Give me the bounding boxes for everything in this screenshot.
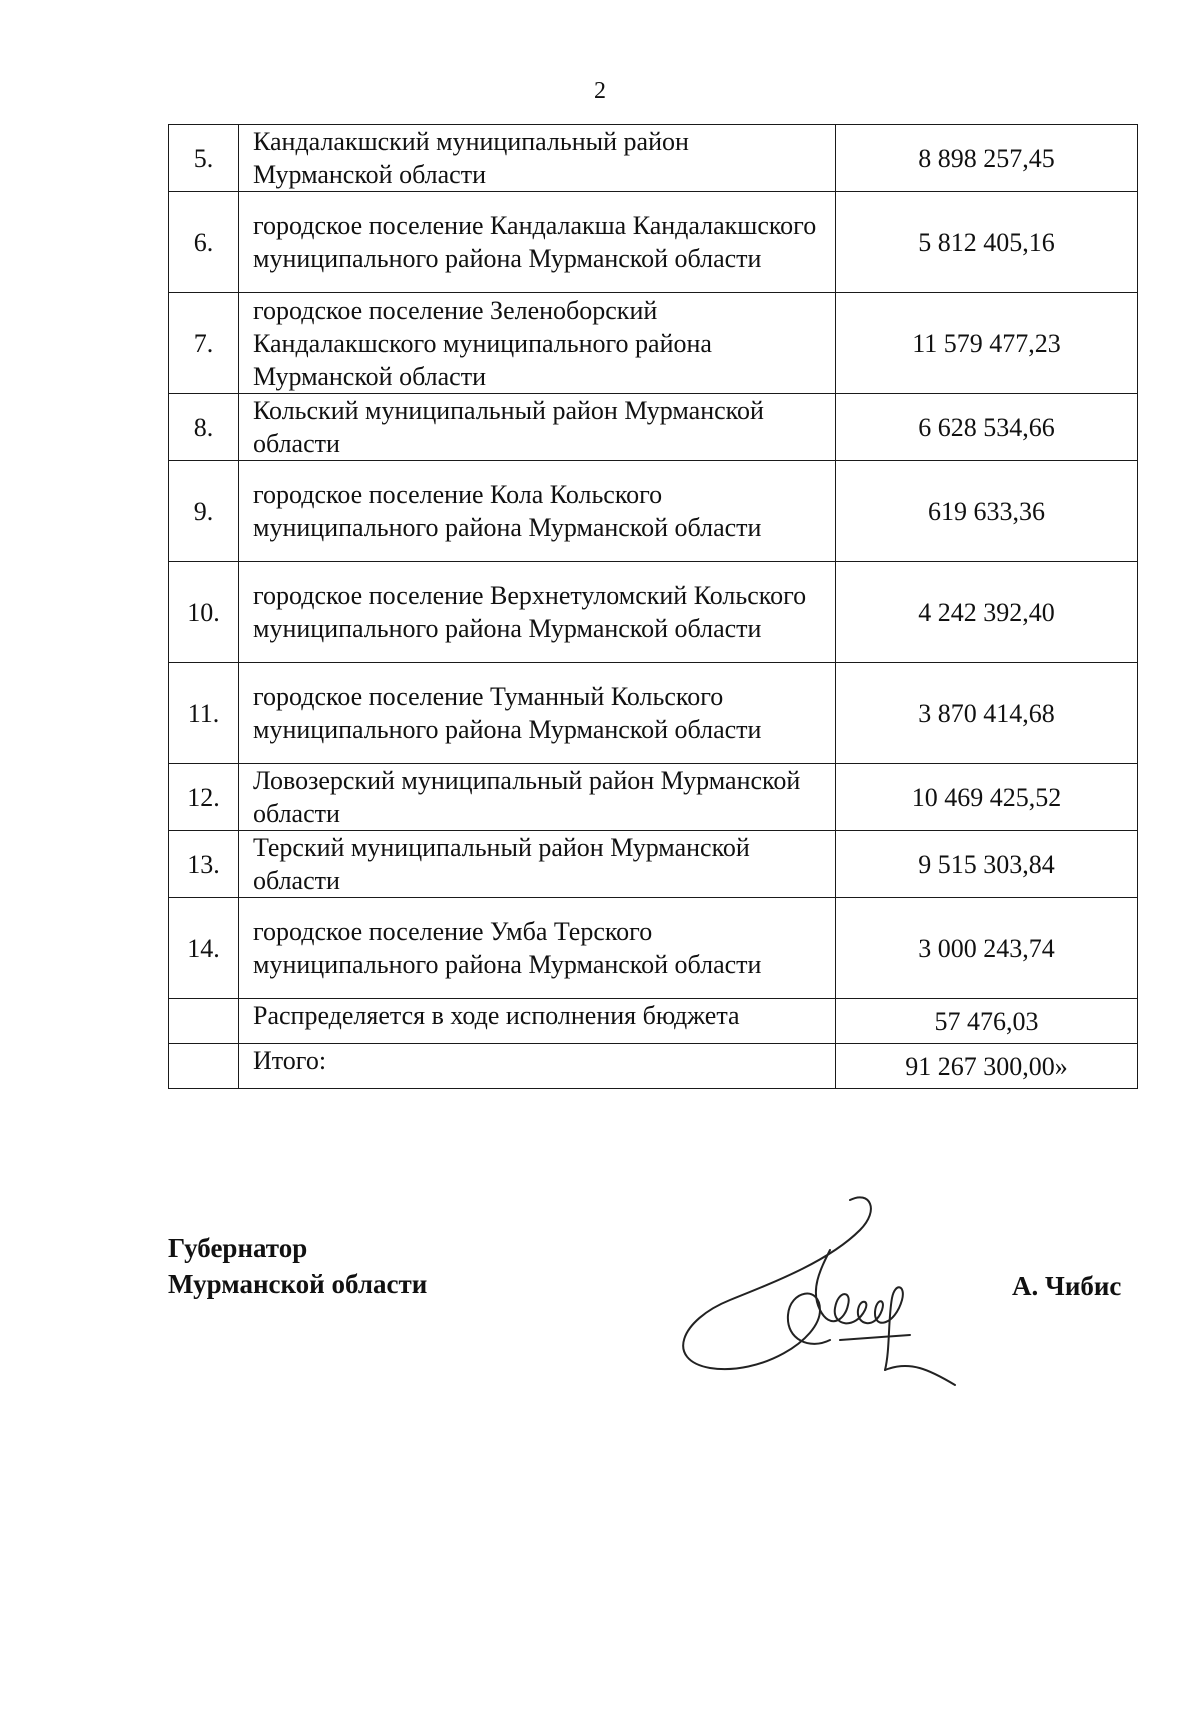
total-label: Итого:: [239, 1044, 836, 1089]
municipality-name: городское поселение Кола Кольского муниципального района Мурманской области: [239, 461, 836, 562]
table-row: [169, 663, 1138, 764]
municipality-name: Кандалакшский муниципальный район Мурманской области: [239, 125, 836, 192]
row-number: 10.: [169, 562, 239, 663]
municipality-name: городское поселение Туманный Кольского муниципального района Мурманской области: [239, 663, 836, 764]
amount-value: 9 515 303,84: [836, 831, 1138, 898]
row-number: 5.: [169, 125, 239, 192]
row-number: 6.: [169, 192, 239, 293]
row-number: [169, 999, 239, 1044]
municipality-name: Терский муниципальный район Мурманской области: [239, 831, 836, 898]
municipality-name: Кольский муниципальный район Мурманской области: [239, 394, 836, 461]
table-row: [169, 562, 1138, 663]
amount-value: 4 242 392,40: [836, 562, 1138, 663]
amount-value: 3 000 243,74: [836, 898, 1138, 999]
table-row: [169, 831, 1138, 898]
amount-value: 8 898 257,45: [836, 125, 1138, 192]
municipality-name: городское поселение Верхнетуломский Кольского муниципального района Мурманской области: [239, 562, 836, 663]
amount-value: 10 469 425,52: [836, 764, 1138, 831]
municipality-name: Ловозерский муниципальный район Мурманской области: [239, 764, 836, 831]
table-row: [169, 394, 1138, 461]
amount-value: 57 476,03: [836, 999, 1138, 1044]
amount-value: 6 628 534,66: [836, 394, 1138, 461]
table-row: [169, 898, 1138, 999]
row-number: [169, 1044, 239, 1089]
table-row: [169, 192, 1138, 293]
table-row: [169, 125, 1138, 192]
amount-value: 11 579 477,23: [836, 293, 1138, 394]
handwritten-signature: [670, 1190, 960, 1390]
row-number: 13.: [169, 831, 239, 898]
row-number: 14.: [169, 898, 239, 999]
row-number: 7.: [169, 293, 239, 394]
signer-name: А. Чибис: [1012, 1271, 1122, 1301]
allocation-table: [168, 124, 1138, 1089]
signatory-title-line1: Губернатор: [168, 1233, 308, 1263]
total-amount: 91 267 300,00»: [836, 1044, 1138, 1089]
signatory-title-line2: Мурманской области: [168, 1269, 428, 1299]
row-number: 11.: [169, 663, 239, 764]
table-row: [169, 461, 1138, 562]
amount-value: 619 633,36: [836, 461, 1138, 562]
municipality-name: городское поселение Зеленоборский Кандалакшского муниципального района Мурманской области: [239, 293, 836, 394]
page-number: 2: [594, 78, 606, 104]
row-number: 12.: [169, 764, 239, 831]
amount-value: 3 870 414,68: [836, 663, 1138, 764]
total-row: [169, 1044, 1138, 1089]
table-row: [169, 764, 1138, 831]
undistributed-label: Распределяется в ходе исполнения бюджета: [239, 999, 836, 1044]
row-number: 8.: [169, 394, 239, 461]
table-row: [169, 293, 1138, 394]
table-row: [169, 999, 1138, 1044]
amount-value: 5 812 405,16: [836, 192, 1138, 293]
municipality-name: городское поселение Умба Терского муниципального района Мурманской области: [239, 898, 836, 999]
row-number: 9.: [169, 461, 239, 562]
municipality-name: городское поселение Кандалакша Кандалакшского муниципального района Мурманской области: [239, 192, 836, 293]
signatory-title: [168, 1230, 427, 1302]
